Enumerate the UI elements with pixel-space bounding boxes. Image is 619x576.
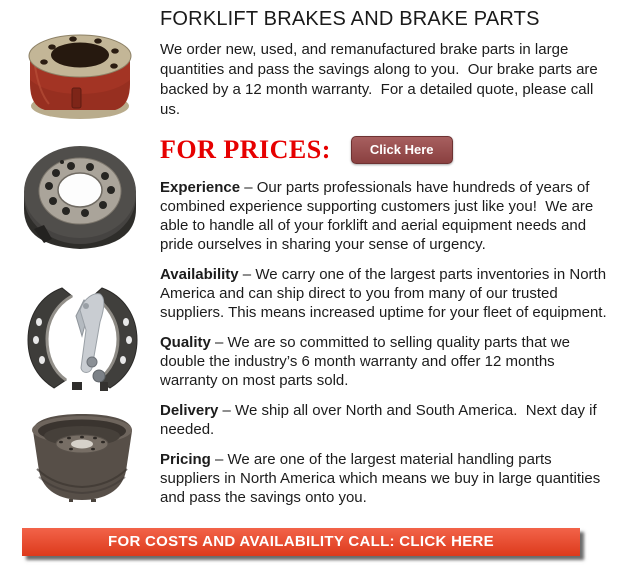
gray-brake-drum-graphic <box>18 141 142 261</box>
experience-paragraph <box>160 178 607 254</box>
delivery-lead: Delivery <box>160 402 219 419</box>
quality-text: – We are so committed to selling quality parts that we double the industry’s 6 month warranty and offer 12 months warranty on most parts sold. <box>160 334 575 389</box>
delivery-text: – We ship all over North and South America. Next day if needed. <box>160 402 601 438</box>
quality-paragraph <box>160 333 607 390</box>
availability-text: – We carry one of the largest parts inventories in North America and can ship direct to you from many of our trusted suppliers. This means increased uptime for your fleet of equipment. <box>160 266 610 321</box>
quality-lead: Quality <box>160 334 211 351</box>
delivery-paragraph <box>160 401 607 439</box>
experience-lead: Experience <box>160 179 241 196</box>
gray-brake-drum-image <box>18 141 142 266</box>
page-title: FORKLIFT BRAKES AND BRAKE PARTS <box>160 8 540 30</box>
costs-availability-banner-link[interactable]: FOR COSTS AND AVAILABILITY CALL: CLICK HERE <box>22 528 580 556</box>
pricing-text: – We are one of the largest material handling parts suppliers in North America which means we buy in large quantities and pass the savings onto you. <box>160 451 605 506</box>
availability-paragraph <box>160 265 610 322</box>
click-here-button[interactable]: Click Here <box>351 136 453 164</box>
prices-row <box>160 135 607 165</box>
brake-shoe-set-image <box>20 282 145 402</box>
availability-lead: Availability <box>160 266 239 283</box>
pricing-lead: Pricing <box>160 451 211 468</box>
brake-drum-bowl-graphic <box>25 411 140 503</box>
experience-text: – Our parts professionals have hundreds of years of combined experience supporting customers just like you! We are able to handle all of your forklift and aerial equipment needs and pride ourselves in sharing your sense of urgency. <box>160 179 598 253</box>
brake-drum-bowl-image <box>25 411 140 508</box>
intro-paragraph: We order new, used, and remanufactured brake parts in large quantities and pass the savings along to you. Our brake parts are backed by a 12 month warranty. For a detailed quote, please call us. <box>160 41 602 118</box>
pricing-paragraph <box>160 450 607 507</box>
red-brake-drum-image <box>25 22 135 127</box>
content-column <box>160 4 610 518</box>
brake-shoe-set-graphic <box>20 282 145 397</box>
for-prices-label: FOR PRICES: <box>160 135 331 164</box>
red-brake-drum-graphic <box>25 22 135 122</box>
